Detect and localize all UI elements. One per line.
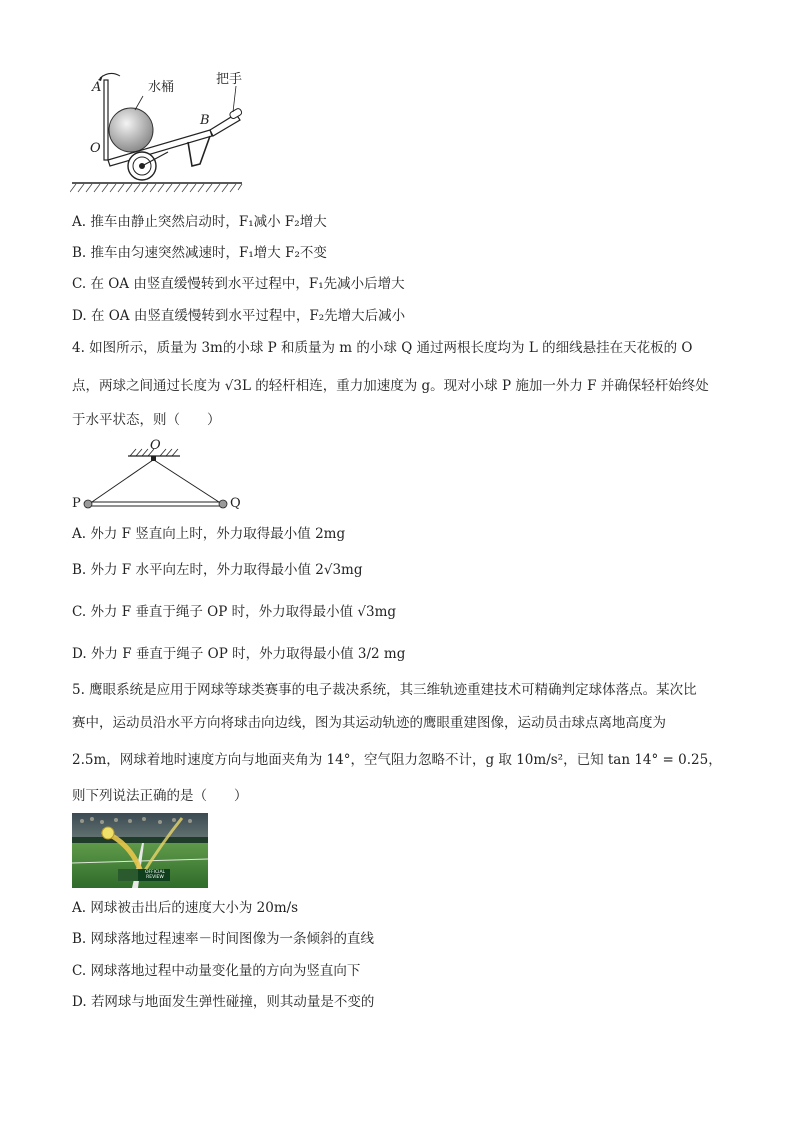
q4-stem-line1: 4. 如图所示，质量为 3m的小球 P 和质量为 m 的小球 Q 通过两根长度均为 L 的细线悬挂在天花板的 O <box>72 340 693 356</box>
label-Q: Q <box>230 496 241 511</box>
q3-option-d <box>72 306 405 326</box>
option-letter: D. <box>72 994 87 1010</box>
option-letter: D. <box>72 308 87 324</box>
option-letter: C. <box>72 963 87 979</box>
q4-option-b <box>72 560 362 580</box>
q4-stem-line2: 点，两球之间通过长度为 √3L 的轻杆相连，重力加速度为 g。现对小球 P 施加一外力 F 并确保轻杆始终处 <box>72 378 709 394</box>
option-text: 外力 F 竖直向上时，外力取得最小值 2mg <box>90 526 346 542</box>
option-letter: B. <box>72 931 87 947</box>
option-letter: B. <box>72 562 87 578</box>
q5-option-c <box>72 961 360 981</box>
q4-option-d <box>72 644 405 664</box>
q5-stem-line3: 2.5m，网球着地时速度方向与地面夹角为 14°，空气阻力忽略不计，g 取 10m/s²，已知 tan 14° = 0.25， <box>72 752 722 768</box>
label-handle: 把手 <box>216 72 243 87</box>
option-text: 在 OA 由竖直缓慢转到水平过程中，F₂先增大后减小 <box>90 308 406 324</box>
option-letter: D. <box>72 646 87 662</box>
option-text: 推车由静止突然启动时，F₁减小 F₂增大 <box>90 214 327 230</box>
q4-option-c <box>72 602 396 622</box>
option-letter: A. <box>72 526 87 542</box>
label-bucket: 水桶 <box>148 80 175 95</box>
q5-option-b <box>72 929 374 949</box>
official-review-badge: OFFICIAL REVIEW <box>144 870 166 880</box>
q5-option-a <box>72 898 298 918</box>
q3-option-c <box>72 274 405 294</box>
option-letter: C. <box>72 604 87 620</box>
option-text: 外力 F 垂直于绳子 OP 时，外力取得最小值 √3mg <box>90 604 397 620</box>
label-O: O <box>90 141 101 156</box>
label-P: P <box>72 496 81 511</box>
option-letter: A. <box>72 214 87 230</box>
option-text: 在 OA 由竖直缓慢转到水平过程中，F₁先减小后增大 <box>90 276 405 292</box>
pendulum-figure <box>70 438 245 518</box>
option-text: 网球被击出后的速度大小为 20m/s <box>90 900 299 916</box>
label-A: A <box>92 80 102 95</box>
option-text: 外力 F 水平向左时，外力取得最小值 2√3mg <box>90 562 363 578</box>
q3-option-a <box>72 212 327 232</box>
option-text: 网球落地过程中动量变化量的方向为竖直向下 <box>90 963 361 979</box>
option-letter: B. <box>72 245 87 261</box>
option-text: 外力 F 垂直于绳子 OP 时，外力取得最小值 3/2 mg <box>90 646 406 662</box>
hawk-eye-image <box>72 813 208 888</box>
q4-option-a <box>72 524 345 544</box>
q5-stem-line4: 则下列说法正确的是（ ） <box>72 788 248 804</box>
q5-stem-line2: 赛中，运动员沿水平方向将球击向边线，图为其运动轨迹的鹰眼重建图像，运动员击球点离地高度为 <box>72 715 666 731</box>
q5-stem-line1: 5. 鹰眼系统是应用于网球等球类赛事的电子裁决系统，其三维轨迹重建技术可精确判定球体落点。某次比 <box>72 682 697 698</box>
cart-figure <box>70 66 250 196</box>
q3-option-b <box>72 243 327 263</box>
option-text: 若网球与地面发生弹性碰撞，则其动量是不变的 <box>90 994 375 1010</box>
option-text: 推车由匀速突然减速时，F₁增大 F₂不变 <box>90 245 327 261</box>
label-O: O <box>150 438 161 453</box>
option-text: 网球落地过程速率－时间图像为一条倾斜的直线 <box>90 931 375 947</box>
option-letter: A. <box>72 900 87 916</box>
label-B: B <box>200 113 210 128</box>
q4-stem-line3: 于水平状态，则（ ） <box>72 412 221 428</box>
q5-option-d <box>72 992 374 1012</box>
option-letter: C. <box>72 276 87 292</box>
